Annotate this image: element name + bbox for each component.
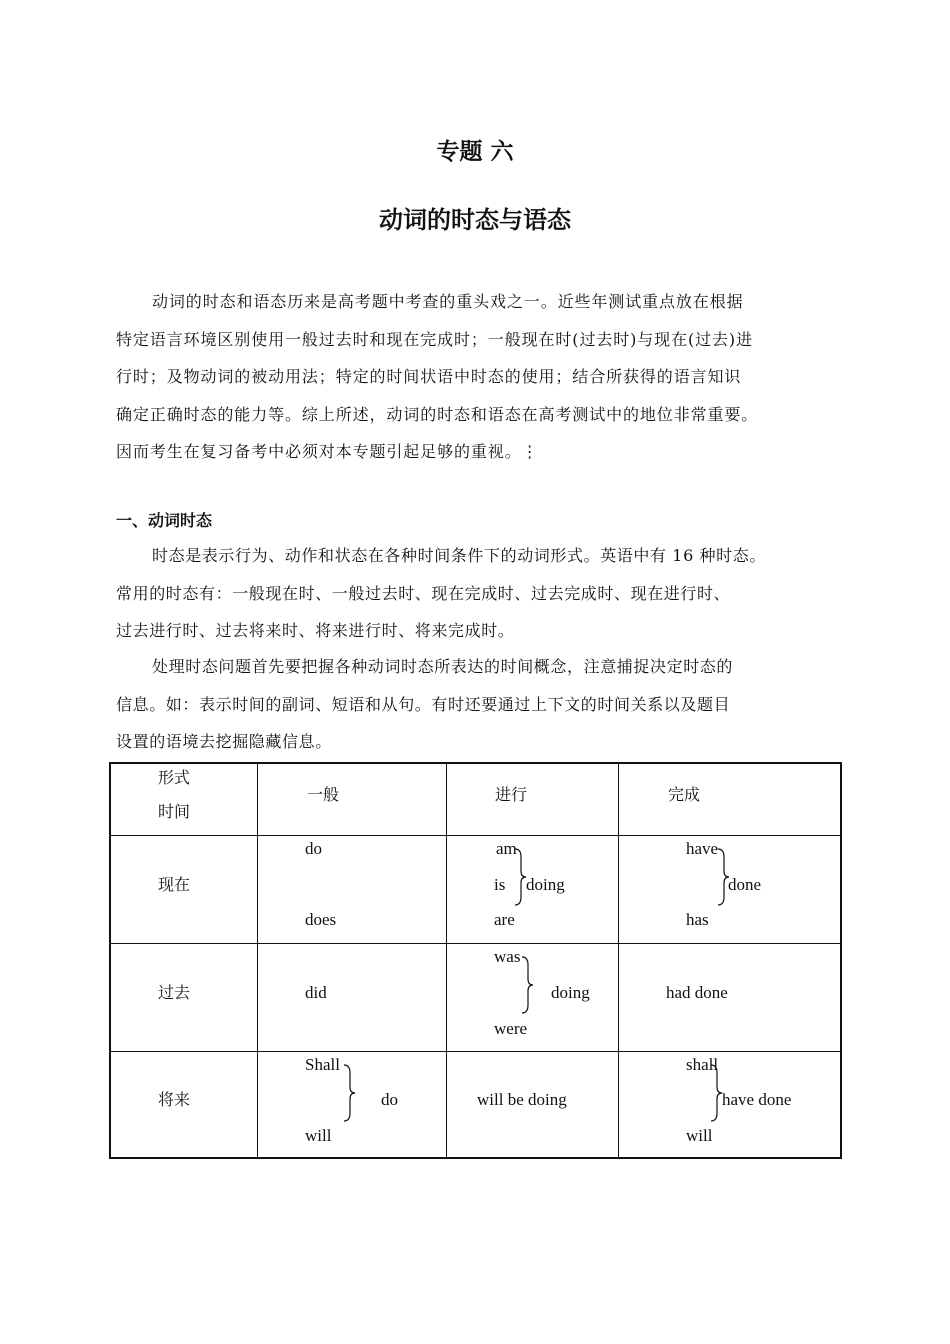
cell-text: will be doing <box>477 1090 567 1109</box>
cell-text: do <box>305 839 322 858</box>
column-divider <box>257 764 258 1157</box>
cell-text: am <box>496 839 517 858</box>
cell-text: is <box>494 875 506 894</box>
paragraph-line: 时态是表示行为、动作和状态在各种时间条件下的动词形式。英语中有 16 种时态。 <box>152 546 766 565</box>
cell-text: doing <box>551 983 590 1002</box>
paragraph-line: 处理时态问题首先要把握各种动词时态所表达的时间概念，注意捕捉决定时态的 <box>152 657 734 676</box>
corner-label-time: 时间 <box>158 802 191 821</box>
column-divider <box>618 764 619 1157</box>
cell-text: have done <box>722 1090 792 1109</box>
paragraph-line: 设置的语境去挖掘隐藏信息。 <box>116 732 332 751</box>
section-paragraph-1 <box>116 537 856 650</box>
brace-icon <box>342 1063 356 1123</box>
intro-line: 动词的时态和语态历来是高考题中考查的重头戏之一。近些年测试重点放在根据 <box>152 292 744 311</box>
row-divider <box>111 1051 840 1052</box>
document-title: 专题 六 <box>436 139 514 165</box>
intro-line: 确定正确时态的能力等。综上所述，动词的时态和语态在高考测试中的地位非常重要。 <box>116 404 759 424</box>
row-label-past: 过去 <box>158 983 191 1002</box>
section-paragraph-2 <box>116 648 856 761</box>
cell-text: do <box>381 1090 398 1109</box>
cell-text: did <box>305 983 327 1002</box>
cell-text: were <box>494 1019 528 1038</box>
column-header-perfect: 完成 <box>668 785 701 804</box>
cell-text: doing <box>526 875 565 894</box>
brace-icon <box>709 1063 723 1123</box>
cell-text: will <box>686 1126 713 1145</box>
paragraph-line: 过去进行时、过去将来时、将来进行时、将来完成时。 <box>116 621 515 640</box>
row-divider <box>111 943 840 944</box>
section-heading: 一、动词时态 <box>116 511 213 530</box>
intro-line: 因而考生在复习备考中必须对本专题引起足够的重视。⋮ <box>116 442 539 461</box>
column-header-simple: 一般 <box>307 785 340 804</box>
paragraph-line: 常用的时态有：一般现在时、一般过去时、现在完成时、过去完成时、现在进行时、 <box>116 583 731 603</box>
brace-icon <box>520 955 534 1015</box>
cell-text: has <box>686 910 709 929</box>
cell-text: have <box>686 839 719 858</box>
cell-text: does <box>305 910 337 929</box>
cell-text: are <box>494 910 515 929</box>
brace-icon <box>716 847 730 907</box>
paragraph-line: 信息。如：表示时间的副词、短语和从句。有时还要通过上下文的时间关系以及题目 <box>116 694 731 714</box>
row-label-present: 现在 <box>158 875 191 894</box>
document-subtitle: 动词的时态与语态 <box>379 206 571 234</box>
cell-text: had done <box>666 983 728 1002</box>
cell-text: Shall <box>305 1055 340 1074</box>
brace-icon <box>513 847 527 907</box>
cell-text: will <box>305 1126 332 1145</box>
tense-table <box>109 762 842 1159</box>
intro-paragraph <box>116 283 856 471</box>
intro-line: 特定语言环境区别使用一般过去时和现在完成时；一般现在时(过去时)与现在(过去)进 <box>116 329 753 349</box>
cell-text: shall <box>686 1055 719 1074</box>
intro-line: 行时；及物动词的被动用法；特定的时间状语中时态的使用；结合所获得的语言知识 <box>116 367 742 386</box>
row-divider <box>111 835 840 836</box>
row-label-future: 将来 <box>158 1090 191 1109</box>
corner-label-form: 形式 <box>158 768 191 787</box>
cell-text: was <box>494 947 521 966</box>
column-header-progressive: 进行 <box>495 785 528 804</box>
column-divider <box>446 764 447 1157</box>
cell-text: done <box>728 875 762 894</box>
